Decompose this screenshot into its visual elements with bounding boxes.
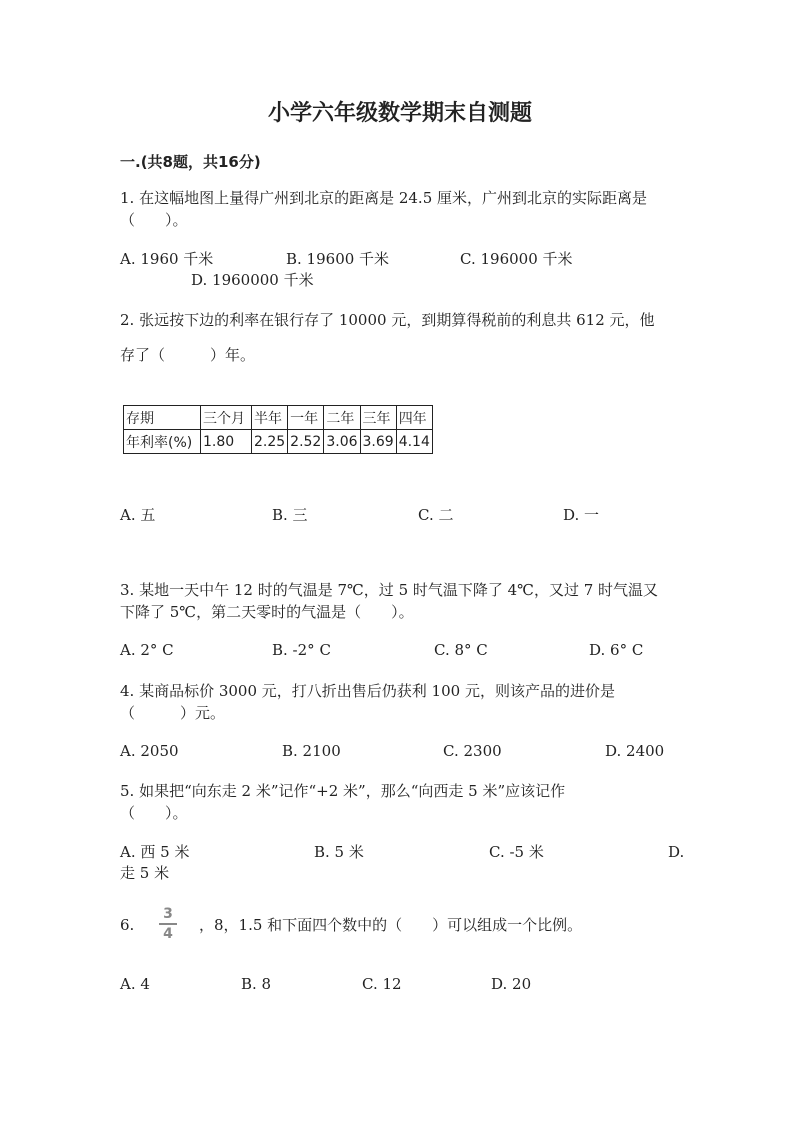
table-cell: 三年 — [360, 406, 396, 430]
table-cell: 二年 — [324, 406, 360, 430]
q3-option-a: A. 2° C — [120, 641, 174, 659]
q4-option-a: A. 2050 — [120, 742, 179, 760]
page-title: 小学六年级数学期末自测题 — [267, 101, 532, 126]
table-cell: 存期 — [124, 406, 201, 430]
table-cell: 三个月 — [201, 406, 252, 430]
table-header-row — [124, 406, 433, 430]
q4-text-line1: 4. 某商品标价 3000 元，打八折出售后仍获利 100 元，则该产品的进价是 — [120, 682, 615, 700]
q5-text-line1: 5. 如果把“向东走 2 米”记作“+2 米”，那么“向西走 5 米”应该记作 — [120, 782, 566, 800]
q1-option-d: D. 1960000 千米 — [191, 271, 314, 289]
section-heading: 一.(共8题，共16分) — [120, 153, 261, 171]
q6-option-a: A. 4 — [120, 975, 150, 993]
q4-text-line2: （ ）元。 — [120, 704, 226, 722]
fraction-bar — [159, 923, 177, 925]
table-cell: 一年 — [288, 406, 324, 430]
q6-option-d: D. 20 — [491, 975, 532, 993]
q1-option-b: B. 19600 千米 — [286, 250, 390, 268]
q1-option-c: C. 196000 千米 — [460, 250, 573, 268]
table-cell: 半年 — [252, 406, 288, 430]
q6-number: 6. — [120, 916, 135, 934]
q2-option-d: D. 一 — [563, 506, 600, 524]
q4-option-d: D. 2400 — [605, 742, 665, 760]
q5-option-c: C. -5 米 — [489, 843, 544, 861]
table-cell: 4.14 — [396, 430, 432, 454]
q5-option-b: B. 5 米 — [314, 843, 364, 861]
q3-option-c: C. 8° C — [434, 641, 488, 659]
q5-option-d-continued: 走 5 米 — [120, 864, 170, 882]
table-row — [124, 430, 433, 454]
fraction-three-quarters — [159, 906, 177, 942]
q2-text-line1: 2. 张远按下边的利率在银行存了 10000 元，到期算得税前的利息共 612 元，他 — [120, 311, 655, 329]
table-cell: 2.52 — [288, 430, 324, 454]
interest-rate-table — [123, 405, 433, 454]
fraction-denominator: 4 — [163, 925, 173, 942]
q3-option-d: D. 6° C — [589, 641, 644, 659]
table-cell: 2.25 — [252, 430, 288, 454]
q5-option-a: A. 西 5 米 — [120, 843, 190, 861]
table-cell: 年利率(%) — [124, 430, 201, 454]
q1-option-a: A. 1960 千米 — [120, 250, 214, 268]
q6-option-c: C. 12 — [362, 975, 402, 993]
q2-text-line2: 存了（ ）年。 — [120, 346, 256, 364]
q1-text-line1: 1. 在这幅地图上量得广州到北京的距离是 24.5 厘米，广州到北京的实际距离是 — [120, 189, 648, 207]
table-cell: 3.69 — [360, 430, 396, 454]
table-cell: 四年 — [396, 406, 432, 430]
q6-option-b: B. 8 — [241, 975, 272, 993]
q3-option-b: B. -2° C — [272, 641, 331, 659]
q4-option-c: C. 2300 — [443, 742, 502, 760]
table-cell: 3.06 — [324, 430, 360, 454]
q3-text-line2: 下降了 5℃，第二天零时的气温是（ ）。 — [120, 603, 414, 621]
q2-option-b: B. 三 — [272, 506, 308, 524]
q5-text-line2: （ ）。 — [120, 804, 188, 822]
q3-text-line1: 3. 某地一天中午 12 时的气温是 7℃，过 5 时气温下降了 4℃，又过 7 时气温又 — [120, 581, 659, 599]
fraction-numerator: 3 — [163, 906, 173, 922]
q4-option-b: B. 2100 — [282, 742, 341, 760]
table-cell: 1.80 — [201, 430, 252, 454]
q5-option-d: D. — [668, 843, 685, 861]
q2-option-c: C. 二 — [418, 506, 454, 524]
q2-option-a: A. 五 — [120, 506, 156, 524]
q6-text: ，8，1.5 和下面四个数中的（ ）可以组成一个比例。 — [199, 916, 583, 934]
q1-text-line2: （ ）。 — [120, 211, 188, 229]
